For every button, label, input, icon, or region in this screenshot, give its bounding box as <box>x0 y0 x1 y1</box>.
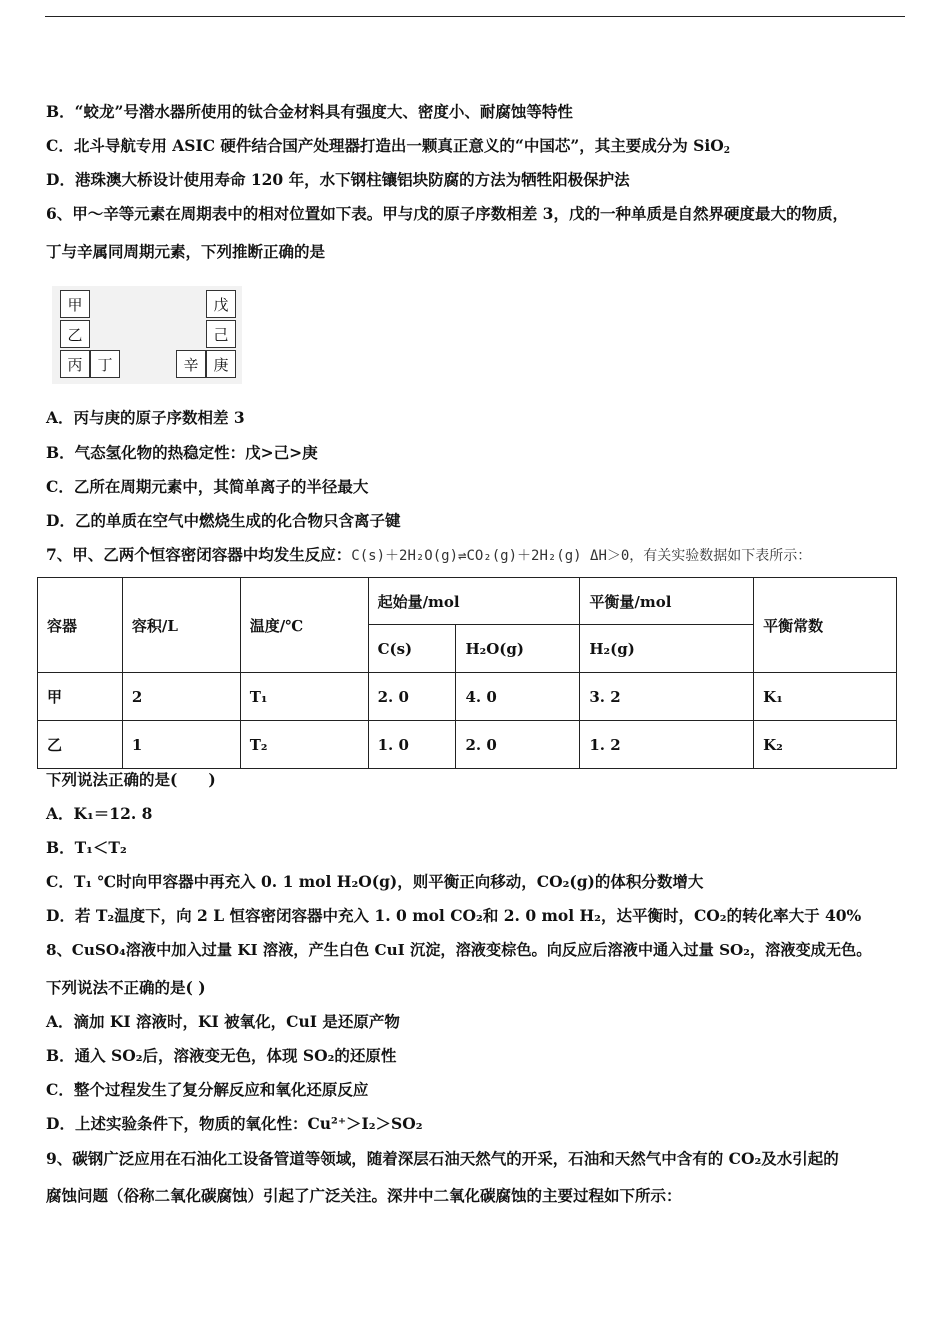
element-jia: 甲 <box>60 290 90 318</box>
header-container: 容器 <box>38 578 123 673</box>
q6-option-a: A．丙与庚的原子序数相差 3 <box>46 408 245 427</box>
header-rule <box>45 16 905 17</box>
cell-constant: K₁ <box>754 673 897 721</box>
cell-constant: K₂ <box>754 721 897 769</box>
cell-carbon: 1. 0 <box>368 721 456 769</box>
q5-option-c-subscript: 2 <box>723 146 731 156</box>
element-xin: 辛 <box>176 350 206 378</box>
q6-option-b: B．气态氢化物的热稳定性：戊>己>庚 <box>46 443 318 462</box>
q8-stem-line1: 8、CuSO₄溶液中加入过量 KI 溶液，产生白色 CuI 沉淀，溶液变棕色。向反应后溶液中通入过量 SO₂，溶液变成无色。 <box>46 941 872 959</box>
table-row <box>38 673 897 721</box>
cell-container: 甲 <box>38 673 123 721</box>
header-volume: 容积/L <box>122 578 240 673</box>
cell-container: 乙 <box>38 721 123 769</box>
periodic-position-figure <box>52 286 242 384</box>
element-bing: 丙 <box>60 350 90 378</box>
element-ji: 己 <box>206 320 236 348</box>
q7-option-a: A．K₁＝12. 8 <box>46 804 153 823</box>
q8-option-c: C．整个过程发生了复分解反应和氧化还原反应 <box>46 1080 369 1099</box>
q8-stem-line2: 下列说法不正确的是( ) <box>46 978 206 997</box>
cell-volume: 1 <box>122 721 240 769</box>
q6-option-c: C．乙所在周期元素中，其简单离子的半径最大 <box>46 477 369 496</box>
cell-hydrogen: 1. 2 <box>580 721 754 769</box>
cell-carbon: 2. 0 <box>368 673 456 721</box>
q9-stem-line1: 9、碳钢广泛应用在石油化工设备管道等领域，随着深层石油天然气的开采，石油和天然气中含有的 CO₂及水引起的 <box>46 1149 839 1168</box>
cell-temperature: T₂ <box>240 721 368 769</box>
table-row <box>38 721 897 769</box>
q7-reaction: C(s)＋2H₂O(g)⇌CO₂(g)＋2H₂(g) ΔH＞0，有关实验数据如下表所示： <box>351 548 812 564</box>
cell-hydrogen: 3. 2 <box>580 673 754 721</box>
cell-water: 2. 0 <box>456 721 580 769</box>
q7-ask: 下列说法正确的是( ) <box>46 770 216 789</box>
element-wu: 戊 <box>206 290 236 318</box>
q9-stem-line2: 腐蚀问题（俗称二氧化碳腐蚀）引起了广泛关注。深井中二氧化碳腐蚀的主要过程如下所示： <box>46 1186 682 1205</box>
table-header-row <box>38 578 897 625</box>
header-initial-amount: 起始量/mol <box>368 578 580 625</box>
element-yi: 乙 <box>60 320 90 348</box>
cell-temperature: T₁ <box>240 673 368 721</box>
q7-option-b: B．T₁＜T₂ <box>46 838 127 857</box>
header-temperature: 温度/℃ <box>240 578 368 673</box>
experiment-data-table <box>37 577 897 769</box>
q7-stem <box>46 545 811 566</box>
q7-option-d: D．若 T₂温度下，向 2 L 恒容密闭容器中充入 1. 0 mol CO₂和 2. 0 mol H₂，达平衡时，CO₂的转化率大于 40% <box>46 906 862 925</box>
element-geng: 庚 <box>206 350 236 378</box>
q8-option-a: A．滴加 KI 溶液时，KI 被氧化，CuI 是还原产物 <box>46 1012 400 1031</box>
q5-option-b: B．“蛟龙”号潜水器所使用的钛合金材料具有强度大、密度小、耐腐蚀等特性 <box>46 102 573 121</box>
q6-stem-line1: 6、甲～辛等元素在周期表中的相对位置如下表。甲与戊的原子序数相差 3，戊的一种单质是自然界硬度最大的物质， <box>46 204 848 223</box>
header-equilibrium-constant: 平衡常数 <box>754 578 897 673</box>
q7-stem-text: 7、甲、乙两个恒容密闭容器中均发生反应： <box>46 545 352 564</box>
q8-option-d: D．上述实验条件下，物质的氧化性：Cu²⁺＞I₂＞SO₂ <box>46 1114 423 1133</box>
header-carbon: C(s) <box>368 625 456 673</box>
header-hydrogen: H₂(g) <box>580 625 754 673</box>
cell-volume: 2 <box>122 673 240 721</box>
element-ding: 丁 <box>90 350 120 378</box>
cell-water: 4. 0 <box>456 673 580 721</box>
q7-option-c: C．T₁ ℃时向甲容器中再充入 0. 1 mol H₂O(g)，则平衡正向移动，CO₂(g)的体积分数增大 <box>46 872 704 891</box>
q5-option-c-text: C．北斗导航专用 ASIC 硬件结合国产处理器打造出一颗真正意义的“中国芯”，其主要成分为 SiO <box>46 136 724 155</box>
q5-option-c <box>46 136 730 161</box>
q8-option-b: B．通入 SO₂后，溶液变无色，体现 SO₂的还原性 <box>46 1046 397 1065</box>
q6-stem-line2: 丁与辛属同周期元素，下列推断正确的是 <box>46 242 326 261</box>
q5-option-d: D．港珠澳大桥设计使用寿命 120 年，水下钢柱镶铝块防腐的方法为牺牲阳极保护法 <box>46 170 630 189</box>
header-water: H₂O(g) <box>456 625 580 673</box>
q6-option-d: D．乙的单质在空气中燃烧生成的化合物只含离子键 <box>46 511 401 530</box>
header-equilibrium-amount: 平衡量/mol <box>580 578 754 625</box>
